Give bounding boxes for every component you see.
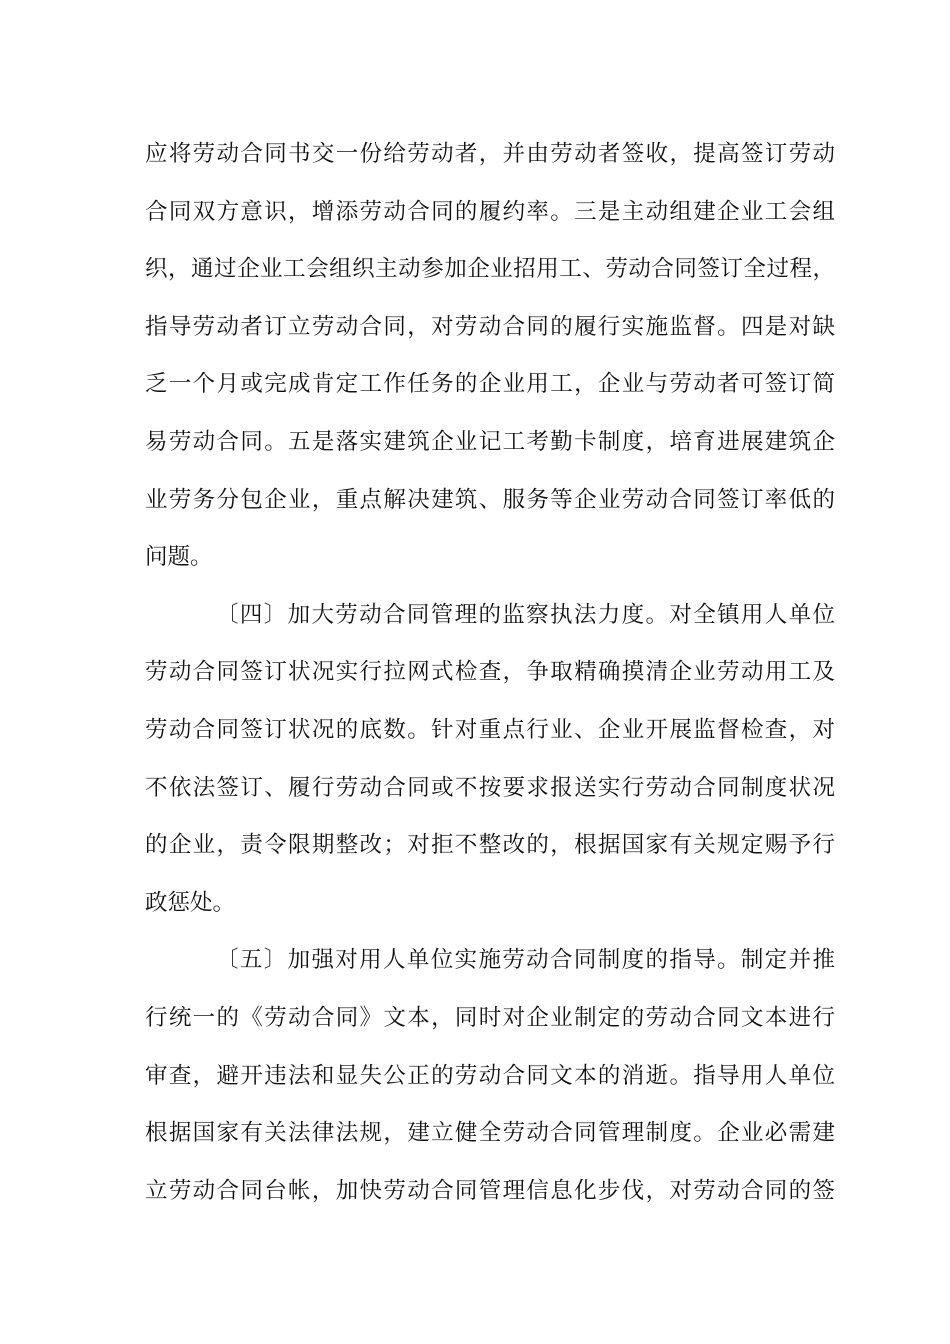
text-line: 劳动合同签订状况的底数。针对重点行业、企业开展监督检查，对 <box>145 716 835 743</box>
body-text <box>145 126 835 1220</box>
text-line: 立劳动合同台帐，加快劳动合同管理信息化步伐，对劳动合同的签 <box>145 1177 835 1204</box>
text-line: 指导劳动者订立劳动合同，对劳动合同的履行实施监督。四是对缺 <box>145 313 835 340</box>
text-line: 乏一个月或完成肯定工作任务的企业用工，企业与劳动者可签订简 <box>145 371 835 398</box>
text-line: 审查，避开违法和显失公正的劳动合同文本的消逝。指导用人单位 <box>145 1062 835 1089</box>
text-line: 的企业，责令限期整改；对拒不整改的，根据国家有关规定赐予行 <box>145 832 835 859</box>
text-line: 易劳动合同。五是落实建筑企业记工考勤卡制度，培育进展建筑企 <box>145 428 835 455</box>
text-line: 合同双方意识，增添劳动合同的履约率。三是主动组建企业工会组 <box>145 198 835 225</box>
text-line: 〔五〕加强对用人单位实施劳动合同制度的指导。制定并推 <box>216 947 835 974</box>
text-line: 问题。 <box>145 544 213 571</box>
text-line: 劳动合同签订状况实行拉网式检查，争取精确摸清企业劳动用工及 <box>145 659 835 686</box>
text-line: 行统一的《劳动合同》文本，同时对企业制定的劳动合同文本进行 <box>145 1004 835 1031</box>
text-line: 应将劳动合同书交一份给劳动者，并由劳动者签收，提高签订劳动 <box>145 141 835 167</box>
text-line: 不依法签订、履行劳动合同或不按要求报送实行劳动合同制度状况 <box>145 774 835 801</box>
text-line: 织，通过企业工会组织主动参加企业招用工、劳动合同签订全过程， <box>145 256 835 283</box>
text-line: 政惩处。 <box>145 889 236 916</box>
text-line: 业劳务分包企业，重点解决建筑、服务等企业劳动合同签订率低的 <box>145 486 835 513</box>
text-line: 根据国家有关法律法规，建立健全劳动合同管理制度。企业必需建 <box>145 1120 835 1147</box>
text-line: 〔四〕加大劳动合同管理的监察执法力度。对全镇用人单位 <box>216 601 835 628</box>
